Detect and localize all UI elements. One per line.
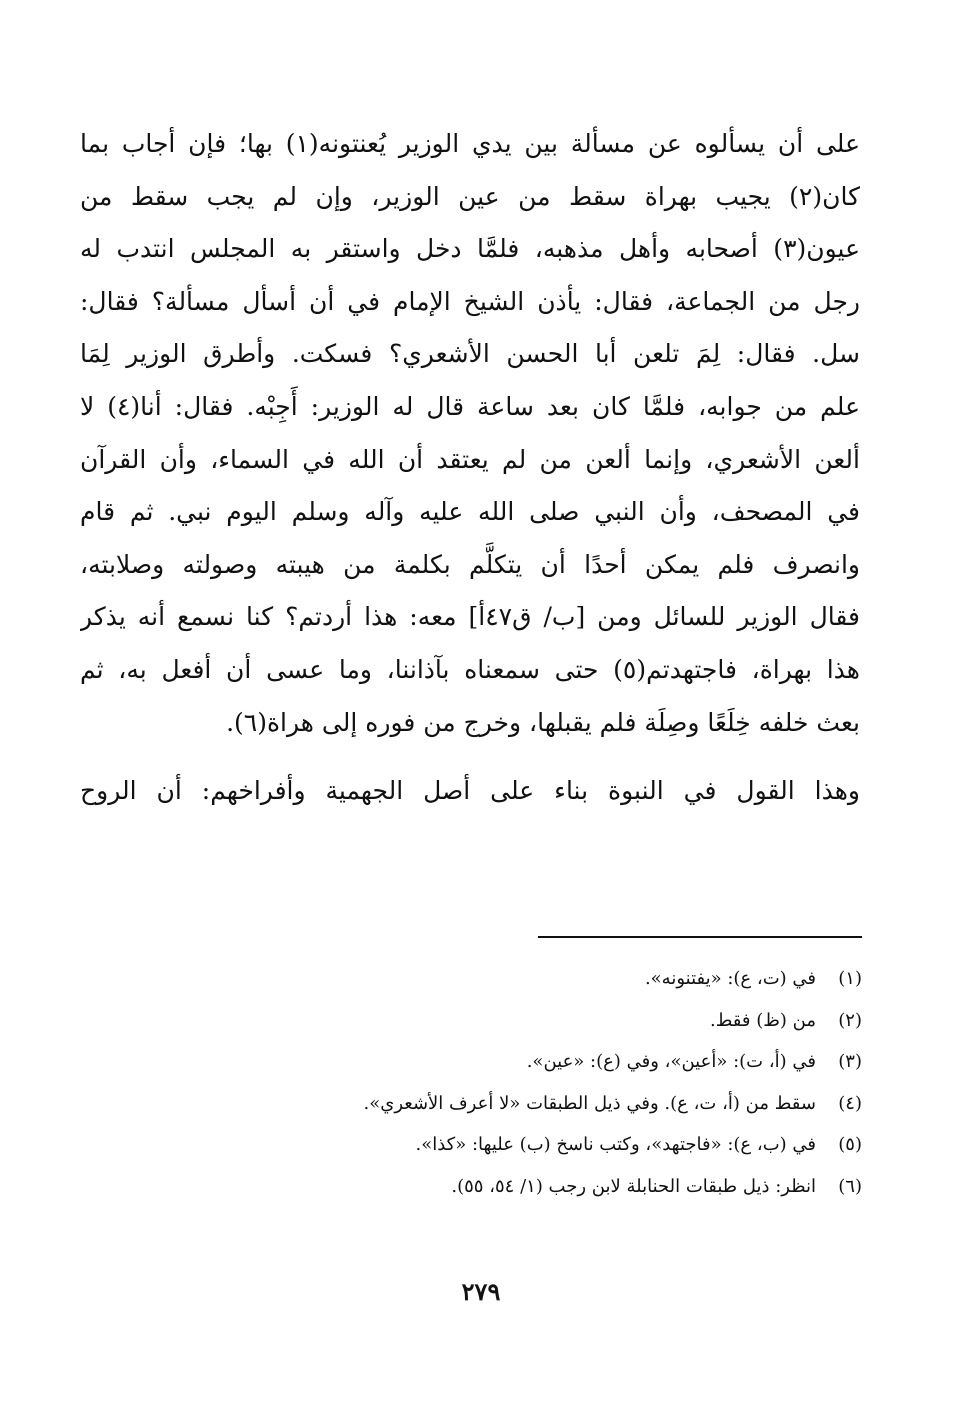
footnote-number: (١) xyxy=(838,968,862,989)
text-line: رجل من الجماعة، فقال: يأذن الشيخ الإمام في أن أسأل مسألة؟ فقال: xyxy=(80,286,860,316)
footnote xyxy=(162,1083,862,1125)
footnote-number: (٥) xyxy=(838,1134,862,1155)
text-line: هذا بهراة، فاجتهدتم(٥) حتى سمعناه بآذاننا، وما عسى أن أفعل به، ثم xyxy=(80,654,860,684)
footnote-text: سقط من (أ، ت، ع). وفي ذيل الطبقات «لا أعرف الأشعري». xyxy=(363,1092,816,1114)
main-text-block xyxy=(80,118,860,818)
paragraph-gap xyxy=(80,749,860,765)
footnote-separator xyxy=(538,936,862,938)
footnote-text: في (ب، ع): «فاجتهد»، وكتب ناسخ (ب) عليها: «كذا». xyxy=(415,1134,816,1155)
footnote-text: من (ظ) فقط. xyxy=(710,1009,816,1031)
footnote-text: في (أ، ت): «أعين»، وفي (ع): «عين». xyxy=(526,1051,816,1072)
text-line: ألعن الأشعري، وإنما ألعن من لم يعتقد أن الله في السماء، وأن القرآن xyxy=(80,444,860,474)
footnotes-block xyxy=(162,958,862,1207)
text-line: في المصحف، وأن النبي صلى الله عليه وآله وسلم اليوم نبي. ثم قام xyxy=(80,497,860,527)
footnote-text: انظر: ذيل طبقات الحنابلة لابن رجب (١/ ٥٤، ٥٥). xyxy=(451,1175,816,1197)
page-number: ٢٧٩ xyxy=(461,1277,501,1306)
text-line: بعث خلفه خِلَعًا وصِلَة فلم يقبلها، وخرج من فوره إلى هراة(٦). xyxy=(226,707,860,737)
footnote xyxy=(162,1000,862,1042)
text-line: سل. فقال: لِمَ تلعن أبا الحسن الأشعري؟ فسكت. وأطرق الوزير لِمَا xyxy=(80,339,860,369)
footnote-text: في (ت، ع): «يفتنونه». xyxy=(644,968,816,989)
text-line: فقال الوزير للسائل ومن [ب/ ق٤٧أ] معه: هذا أردتم؟ كنا نسمع أنه يذكر xyxy=(80,602,860,632)
footnote-number: (٦) xyxy=(838,1175,862,1197)
text-line: علم من جوابه، فلمَّا كان بعد ساعة قال له الوزير: أَجِبْه. فقال: أنا(٤) لا xyxy=(80,391,860,421)
text-line: وهذا القول في النبوة بناء على أصل الجهمية وأفراخهم: أن الروح xyxy=(80,776,860,806)
footnote-number: (٤) xyxy=(838,1092,862,1114)
text-line: كان(٢) يجيب بهراة سقط من عين الوزير، وإن لم يجب سقط من xyxy=(80,181,860,211)
footnote xyxy=(162,1124,862,1166)
footnote xyxy=(162,1041,862,1083)
footnote-number: (٢) xyxy=(838,1009,862,1031)
footnote-number: (٣) xyxy=(838,1051,862,1072)
text-line: على أن يسألوه عن مسألة بين يدي الوزير يُعنتونه(١) بها؛ فإن أجاب بما xyxy=(80,129,860,158)
text-line: وانصرف فلم يمكن أحدًا أن يتكلَّم بكلمة من هيبته وصولته وصلابته، xyxy=(80,549,860,579)
footnote xyxy=(162,1166,862,1208)
text-line: عيون(٣) أصحابه وأهل مذهبه، فلمَّا دخل واستقر به المجلس انتدب له xyxy=(80,234,860,264)
footnote xyxy=(162,958,862,1000)
